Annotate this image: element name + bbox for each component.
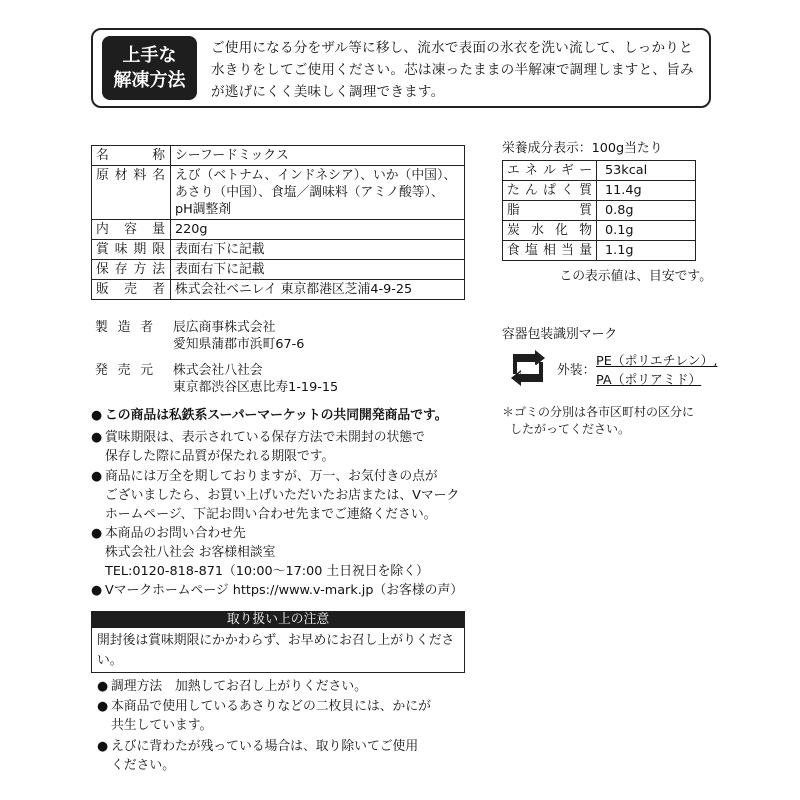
info-key: 内容量: [92, 220, 171, 240]
bullet-icon: ●: [97, 679, 109, 694]
distributor-block: [95, 362, 465, 396]
bullet-icon: ●: [97, 739, 109, 754]
outer-package-label: 外装：: [557, 363, 596, 378]
info-key: 販売者: [92, 280, 171, 300]
info-key: 賞味期限: [92, 240, 171, 260]
info-key: 名称: [92, 146, 171, 166]
list-item: [97, 697, 477, 735]
list-item: [91, 406, 471, 425]
info-value: 220g: [171, 220, 465, 240]
bullet-text: ございましたら、お買い上げいただいたお店または、Vマーク: [105, 488, 460, 503]
nutrition-key: たんぱく質: [503, 181, 597, 201]
bullet-text: この商品は私鉄系スーパーマーケットの共同開発商品です。: [105, 408, 448, 423]
table-row: [92, 280, 465, 300]
pla-recycle-icon: [505, 348, 551, 388]
table-row: [503, 161, 696, 181]
nutrition-note: この表示値は、目安です。: [559, 269, 712, 284]
manufacturer-address: 愛知県蒲郡市浜町67-6: [173, 337, 305, 352]
info-value: えび（ベトナム、インドネシア）、いか（中国）、あさり（中国）、食塩／調味料（アミノ酸等）、pH調整剤: [171, 166, 465, 220]
list-item: [97, 737, 477, 775]
nutrition-value: 11.4g: [597, 181, 696, 201]
nutrition-table: [502, 160, 696, 261]
manufacturer-key: 製造者: [95, 320, 153, 335]
disposal-note-line2: したがってください。: [510, 422, 631, 436]
table-row: [92, 220, 465, 240]
list-item: [91, 467, 471, 524]
bullet-text: ください。: [111, 758, 175, 773]
nutrition-value: 53kcal: [597, 161, 696, 181]
disposal-note: [502, 404, 732, 438]
nutrition-value: 1.1g: [597, 241, 696, 261]
manufacturer-name: 辰広商事株式会社: [173, 320, 276, 335]
bullet-icon: ●: [91, 583, 103, 598]
nutrition-value: 0.8g: [597, 201, 696, 221]
distributor-key: 発売元: [95, 363, 153, 378]
table-row: [503, 201, 696, 221]
distributor-name: 株式会社八社会: [173, 363, 263, 378]
info-value: 株式会社ベニレイ 東京都港区芝浦4-9-25: [171, 280, 465, 300]
thaw-method-text: ご使用になる分をザル等に移し、流水で表面の氷衣を洗い流して、しっかりと水きりをしてご使用ください。芯は凍ったままの半解凍で調理しますと、旨みが逃げにくく美味しく調理できます。: [211, 40, 694, 100]
bullet-text: 保存した際に品質が保たれる期限です。: [105, 449, 335, 464]
handling-text: 開封後は賞味期限にかかわらず、お早めにお召し上がりください。: [97, 633, 455, 668]
bullet-icon: ●: [91, 526, 103, 541]
table-row: [92, 260, 465, 280]
bullet-text: 本商品で使用しているあさりなどの二枚貝には、かにが: [111, 699, 431, 714]
info-value: 表面右下に記載: [171, 240, 465, 260]
bullet-text: 調理方法 加熱してお召し上がりください。: [111, 679, 367, 694]
pa-label: PA（ポリアミド）: [596, 373, 702, 388]
thaw-method-label: [102, 36, 197, 100]
bullet-text: 共生しています。: [111, 718, 213, 733]
distributor-address: 東京都渋谷区恵比寿1-19-15: [173, 380, 339, 395]
nutrition-key: エネルギー: [503, 161, 597, 181]
bullet-text: TEL:0120-818-871（10:00〜17:00 土日祝日を除く）: [105, 564, 429, 579]
thaw-label-line1: 上手な: [122, 45, 177, 66]
pe-label: PE（ポリエチレン）,: [596, 354, 718, 369]
handling-title: 取り扱い上の注意: [91, 611, 465, 628]
nutrition-title: 栄養成分表示：100g当たり: [502, 141, 663, 156]
list-item: [97, 677, 477, 696]
package-mark-title: 容器包装識別マーク: [502, 327, 618, 342]
bullet-icon: ●: [91, 408, 103, 423]
bullet-text: 株式会社八社会 お客様相談室: [105, 545, 276, 560]
table-row: [92, 240, 465, 260]
list-item: [91, 428, 471, 466]
info-value: 表面右下に記載: [171, 260, 465, 280]
bullet-text: Vマークホームページ https://www.v-mark.jp（お客様の声）: [105, 583, 464, 598]
table-row: [92, 166, 465, 220]
bullet-text: 賞味期限は、表示されている保存方法で未開封の状態で: [105, 430, 425, 445]
disposal-note-line1: ＊ゴミの分別は各市区町村の区分に: [502, 405, 695, 419]
nutrition-value: 0.1g: [597, 221, 696, 241]
thaw-label-line2: 解凍方法: [113, 70, 186, 91]
info-key: 原材料名: [92, 166, 171, 220]
table-row: [503, 181, 696, 201]
bullet-text: ホームページ、下記お問い合わせ先までご連絡ください。: [105, 507, 437, 522]
product-info-table: [91, 145, 465, 300]
list-item: [91, 581, 491, 600]
pla-icon-text: プラ: [517, 363, 539, 376]
bullet-text: えびに背わたが残っている場合は、取り除いてご使用: [111, 739, 419, 754]
bullet-icon: ●: [97, 699, 109, 714]
info-key: 保存方法: [92, 260, 171, 280]
list-item: [91, 524, 471, 581]
info-value: シーフードミックス: [171, 146, 465, 166]
bullet-text: 商品には万全を期しておりますが、万一、お気付きの点が: [105, 469, 438, 484]
bullet-text: 本商品のお問い合わせ先: [105, 526, 246, 541]
nutrition-key: 食塩相当量: [503, 241, 597, 261]
nutrition-key: 炭水化物: [503, 221, 597, 241]
table-row: [503, 221, 696, 241]
bullet-icon: ●: [91, 430, 103, 445]
table-row: [92, 146, 465, 166]
bullet-icon: ●: [91, 469, 103, 484]
manufacturer-block: [95, 319, 465, 353]
table-row: [503, 241, 696, 261]
nutrition-key: 脂質: [503, 201, 597, 221]
